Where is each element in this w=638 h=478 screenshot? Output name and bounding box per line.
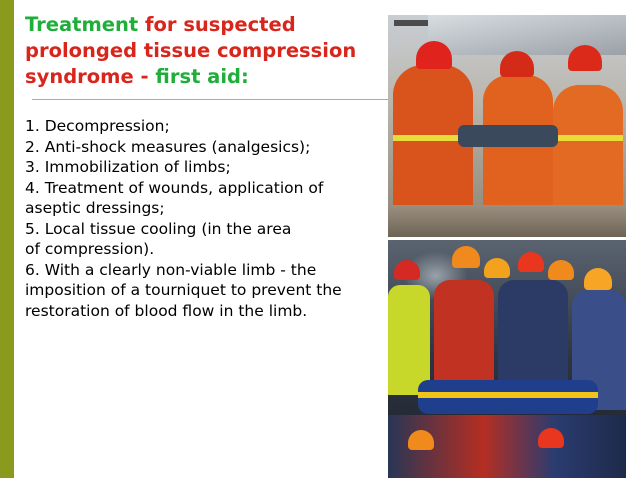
helmet [394, 260, 420, 280]
helmet [500, 51, 534, 77]
rescuer-jacket [498, 280, 568, 390]
list-line: of compression). [25, 240, 155, 258]
title-part-first-aid: first aid: [155, 65, 249, 88]
list-line: 6. With a clearly non-viable limb - the [25, 260, 317, 279]
list-line: 5. Local tissue cooling (in the area [25, 219, 292, 238]
title-part-treatment: Treatment [25, 13, 146, 36]
helmet [538, 428, 564, 448]
list-line: imposition of a tourniquet to prevent the [25, 281, 342, 299]
treatment-list [25, 116, 395, 321]
list-line: 2. Anti-shock measures (analgesics); [25, 137, 311, 156]
list-line: 3. Immobilization of limbs; [25, 158, 231, 176]
list-line: restoration of blood flow in the limb. [25, 301, 308, 320]
slide-title [25, 12, 395, 90]
list-line: 4. Treatment of wounds, application of [25, 178, 324, 197]
stretcher-strap [418, 392, 598, 398]
safety-vest [388, 285, 430, 395]
rescue-photo-top [388, 15, 626, 237]
rubble [388, 205, 626, 237]
helmet [408, 430, 434, 450]
helmet [518, 252, 544, 272]
left-accent-bar [0, 0, 14, 478]
list-line: 1. Decompression; [25, 117, 170, 135]
title-part-condition: for suspected prolonged tissue compression syndrome - [25, 13, 357, 88]
rescue-photo-bottom [388, 240, 626, 478]
rescuer-figure [483, 75, 553, 225]
helmet [452, 246, 480, 268]
stretcher [458, 125, 558, 147]
list-line: aseptic dressings; [25, 199, 165, 217]
title-divider [32, 99, 388, 100]
helmet [416, 41, 452, 69]
helmet [584, 268, 612, 290]
helmet [568, 45, 602, 71]
helmet [548, 260, 574, 280]
helmet [484, 258, 510, 278]
